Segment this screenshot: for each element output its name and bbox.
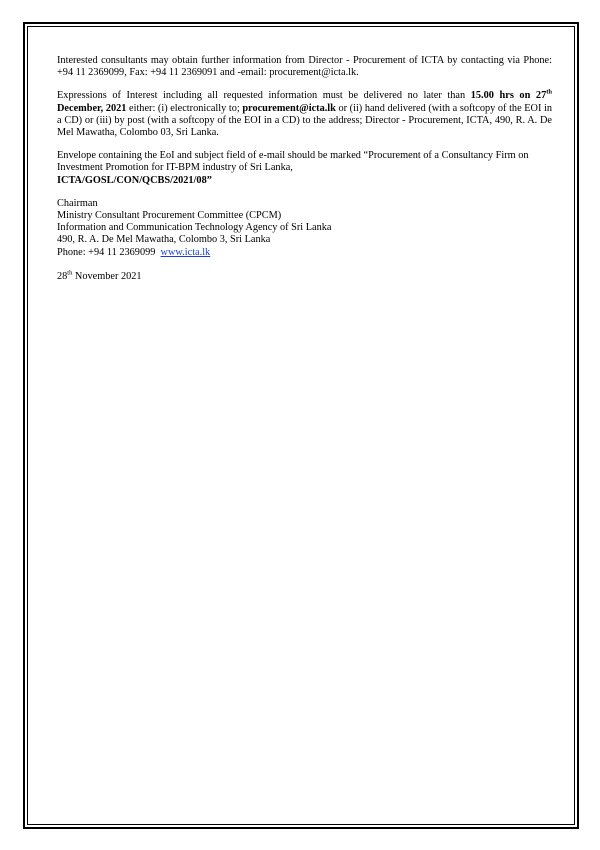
signature-block <box>57 198 552 259</box>
submission-methods-intro: either: (i) electronically to; <box>126 102 243 114</box>
submission-methods: or (ii) hand delivered (with a softcopy of the EOI in a CD) or (iii) by post (with a softcopy of the EOI in a CD) to the address; Director - Procurement, ICTA, 490, R. A. De Mel Mawatha, Colombo 03, Sri Lanka. <box>57 102 553 139</box>
website-link[interactable]: www.icta.lk <box>160 246 211 258</box>
agency-contact <box>57 247 552 259</box>
agency-phone: Phone: +94 11 2369099 <box>57 246 156 258</box>
date-ordinal: th <box>67 269 73 277</box>
envelope-paragraph <box>57 150 552 187</box>
document-body <box>57 55 552 283</box>
submission-paragraph <box>57 90 552 139</box>
submission-email: procurement@icta.lk <box>242 102 336 114</box>
committee-name: Ministry Consultant Procurement Committee (CPCM) <box>57 210 282 222</box>
envelope-text: Envelope containing the EoI and subject field of e-mail should be marked “Procurement of a Consultancy Firm on Investment Promotion for IT-BPM industry of Sri Lanka, <box>57 150 529 174</box>
date-month-year: November 2021 <box>72 270 142 282</box>
submission-intro: Expressions of Interest including all requested information must be delivered no later than <box>57 90 471 102</box>
contact-text: Interested consultants may obtain further information from Director - Procurement of ICTA by contacting via Phone: +94 11 2369099, Fax: +94 11 2369091 and -email: procurement@icta.lk. <box>57 55 552 79</box>
date-day: 28 <box>57 270 68 282</box>
deadline-time: 15.00 hrs on 27 <box>470 90 547 102</box>
contact-paragraph <box>57 55 552 79</box>
reference-number: ICTA/GOSL/CON/QCBS/2021/08” <box>57 174 212 186</box>
signatory-title: Chairman <box>57 197 98 209</box>
agency-address: 490, R. A. De Mel Mawatha, Colombo 3, Sri Lanka <box>57 234 271 246</box>
document-date <box>57 271 552 283</box>
agency-name: Information and Communication Technology Agency of Sri Lanka <box>57 222 332 234</box>
deadline-date: December, 2021 <box>57 102 127 114</box>
deadline-ordinal: th <box>546 88 552 96</box>
